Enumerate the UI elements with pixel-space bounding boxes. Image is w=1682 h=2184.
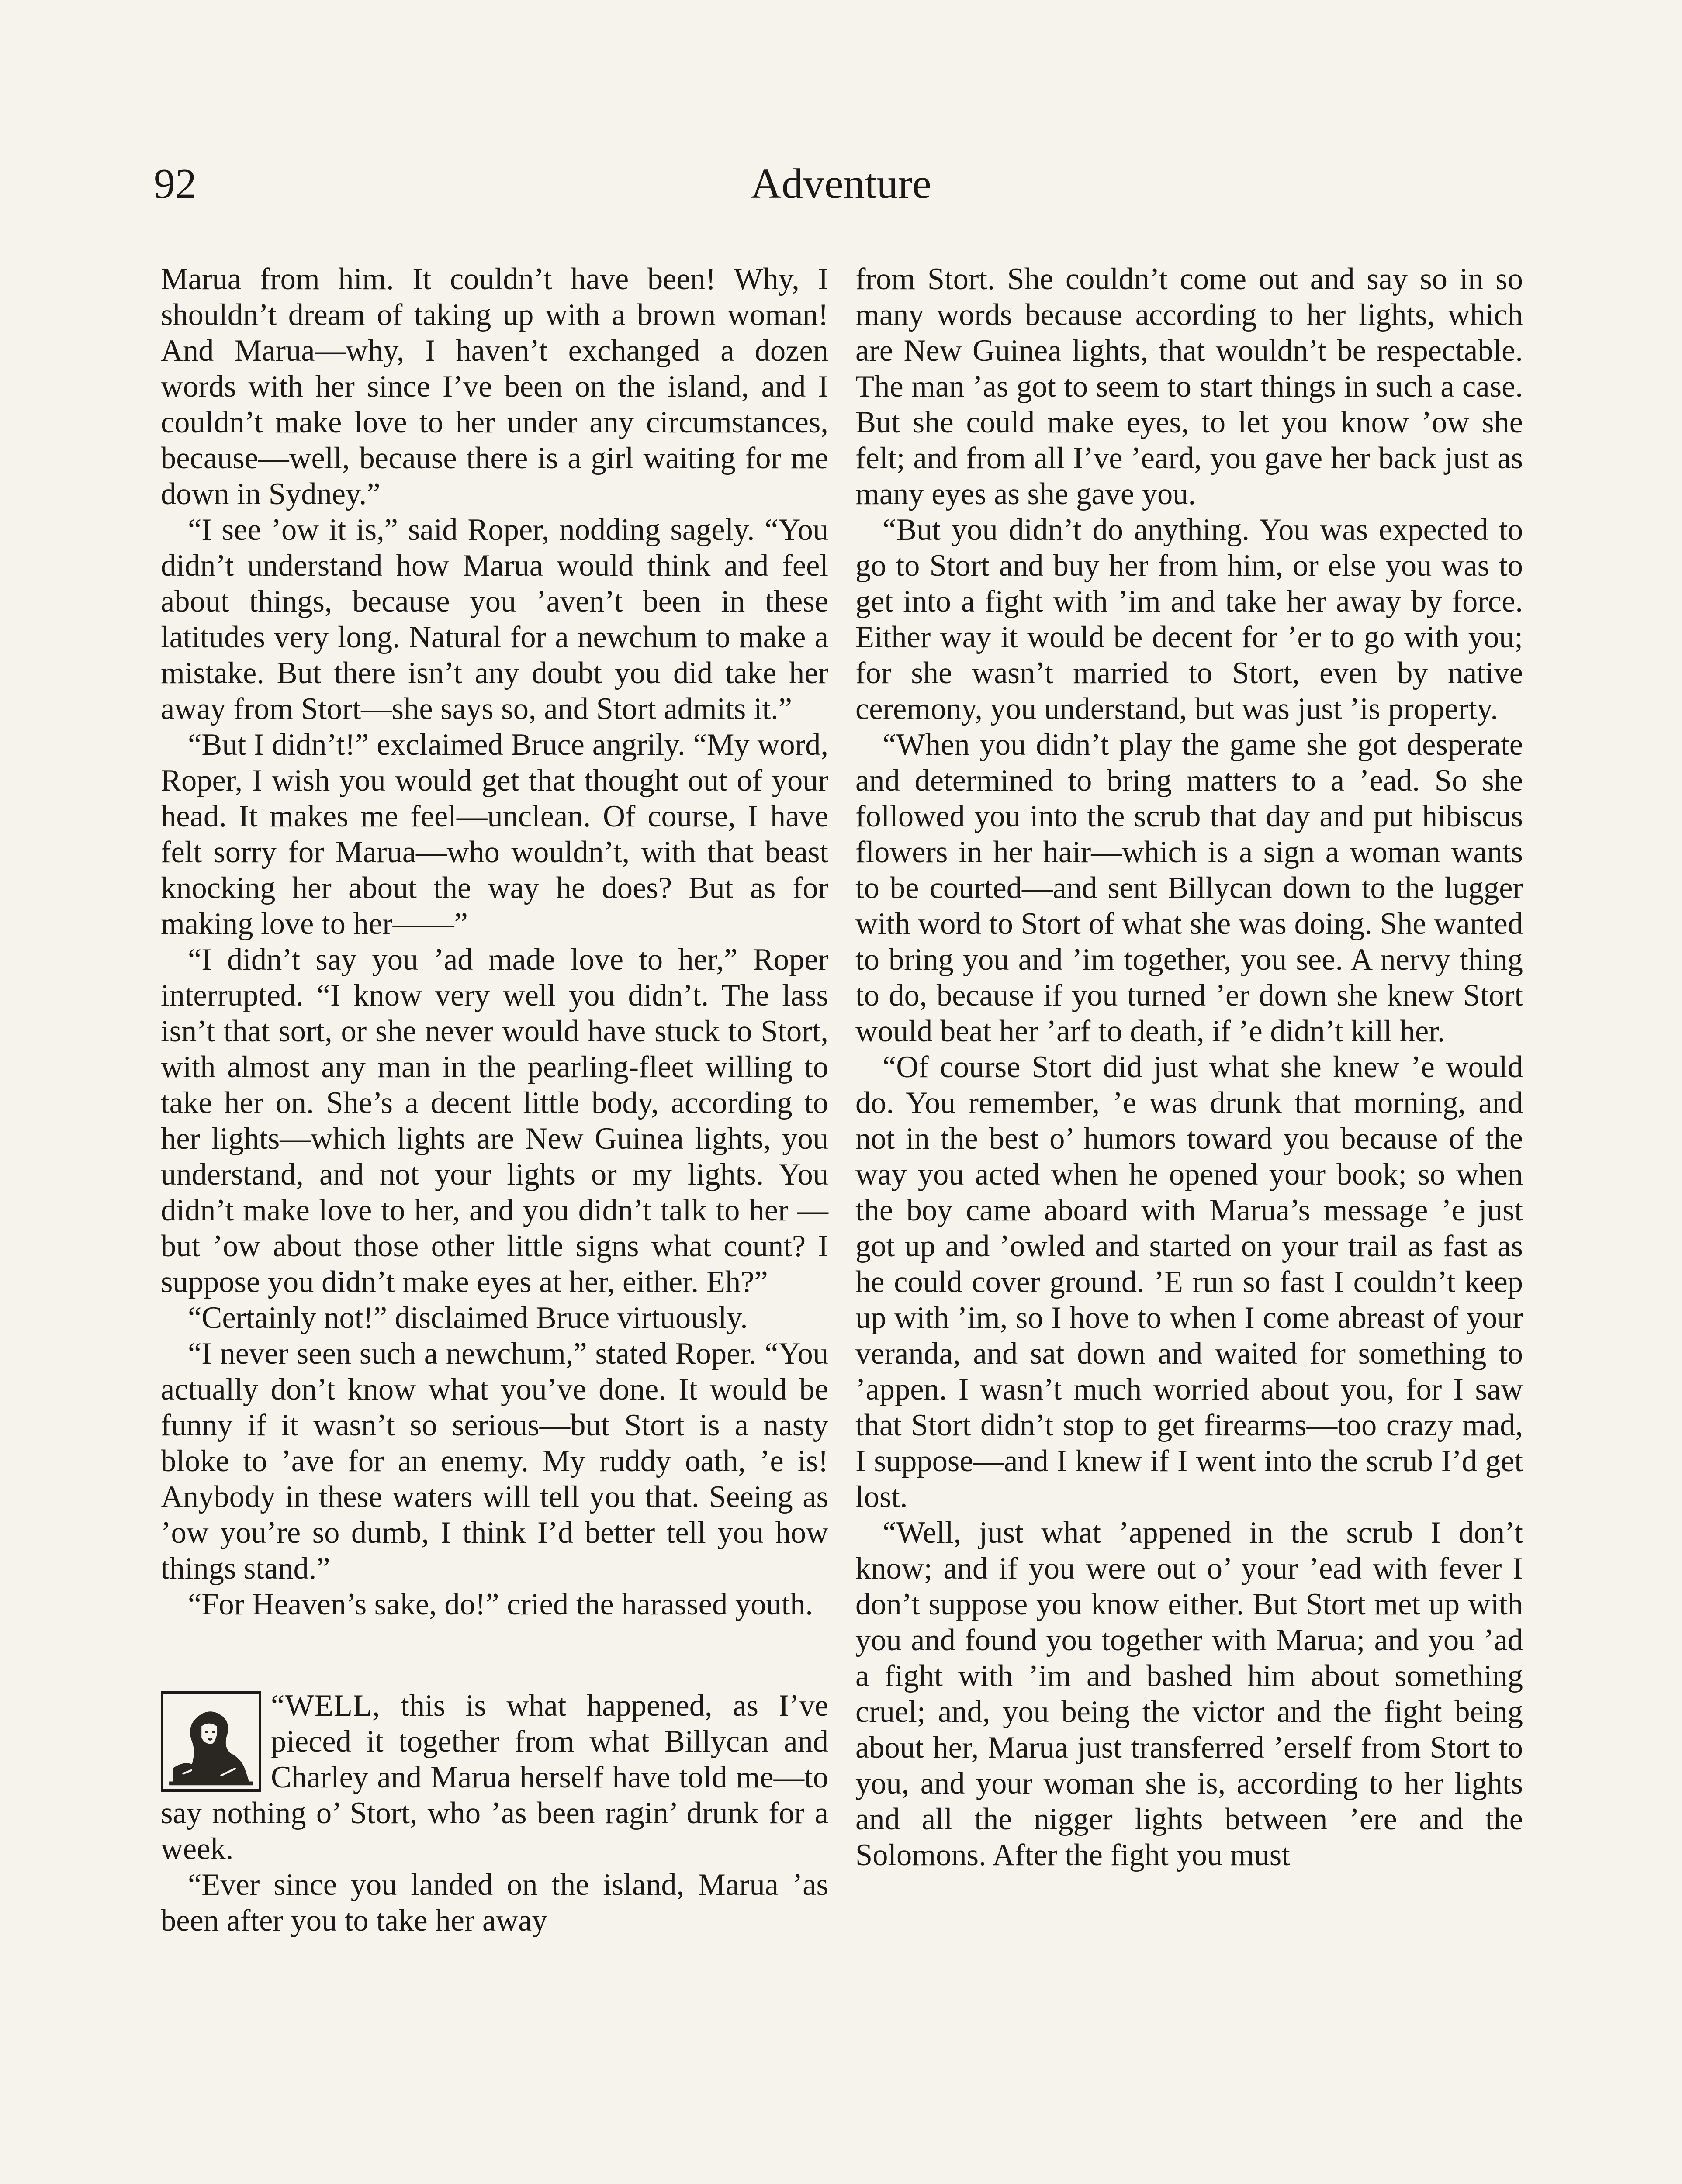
section-break — [161, 1622, 828, 1688]
left-column — [161, 261, 828, 1939]
paragraph: from Stort. She couldn’t come out and say so in so many words because according to her lights, which are New Guinea lights, that wouldn’t be respectable. The man ’as got to seem to start things in such a case. But she could make eyes, to let you know ’ow she felt; and from all I’ve ’eard, you gave her back just as many eyes as she gave you. — [855, 262, 1523, 511]
right-column — [855, 261, 1523, 1873]
paragraph: “For Heaven’s sake, do!” cried the harassed youth. — [188, 1587, 813, 1621]
paragraph: “I never seen such a newchum,” stated Roper. “You actually don’t know what you’ve done. It would be funny if it wasn’t so serious—but Stort is a nasty bloke to ’ave for an enemy. My ruddy oath, ’e is! Anybody in these waters will tell you that. Seeing as ’ow you’re so dumb, I think I’d better tell you how things stand.” — [161, 1337, 828, 1586]
dropcap-text: this is what happened, as I’ve pieced it together from what Billycan and Charley and Marua herself have told me—to say nothing o’ Stort, who ’as been ragin’ drunk for a week. — [161, 1689, 828, 1866]
paragraph: “When you didn’t play the game she got desperate and determined to bring matters to a ’ead. So she followed you into the scrub that day and put hibiscus flowers in her hair—which is a sign a woman wants to be courted—and sent Billycan down to the lugger with word to Stort of what she was doing. She wanted to bring you and ’im together, you see. A nervy thing to do, because if you turned ’er down she knew Stort would beat her ’arf to death, if ’e didn’t kill her. — [855, 728, 1523, 1048]
paragraph: “Well, just what ’appened in the scrub I don’t know; and if you were out o’ your ’ead with fever I don’t suppose you know either. But Stort met up with you and found you together with Marua; and you ’ad a fight with ’im and bashed him about something cruel; and, you being the victor and the fight being about her, Marua just transferred ’erself from Stort to you, and your woman she is, according to her lights and all the nigger lights between ’ere and the Solomons. After the fight you must — [855, 1516, 1523, 1872]
dropcap-paragraph — [161, 1688, 828, 1867]
dropcap-lead: “WELL, — [271, 1689, 381, 1723]
paragraph: “Ever since you landed on the island, Marua ’as been after you to take her away — [161, 1868, 828, 1938]
paragraph: “I didn’t say you ’ad made love to her,” Roper interrupted. “I know very well you didn’t. The lass isn’t that sort, or she never would have stuck to Stort, with almost any man in the pearling-fleet willing to take her on. She’s a decent little body, according to her lights—which lights are New Guinea lights, you understand, and not your lights or my lights. You didn’t make love to her, and you didn’t talk to her —but ’ow about those other little signs what count? I suppose you didn’t make eyes at her, either. Eh?” — [161, 943, 828, 1299]
page-number: 92 — [154, 160, 197, 207]
paragraph: “Of course Stort did just what she knew ’e would do. You remember, ’e was drunk that morning, and not in the best o’ humors toward you because of the way you acted when he opened your book; so when the boy came aboard with Marua’s message ’e just got up and ’owled and started on your trail as fast as he could cover ground. ’E run so fast I couldn’t keep up with ’im, so I hove to when I come abreast of your veranda, and sat down and waited for something to ’appen. I wasn’t much worried about you, for I saw that Stort didn’t stop to get firearms—too crazy mad, I suppose—and I knew if I went into the scrub I’d get lost. — [855, 1050, 1523, 1514]
paragraph: “But I didn’t!” exclaimed Bruce angrily. “My word, Roper, I wish you would get that thought out of your head. It makes me feel—unclean. Of course, I have felt sorry for Marua—who wouldn’t, with that beast knocking her about the way he does? But as for making love to her——” — [161, 728, 828, 941]
portrait-vignette-icon — [161, 1691, 261, 1792]
paragraph: Marua from him. It couldn’t have been! Why, I shouldn’t dream of taking up with a brown woman! And Marua—why, I haven’t exchanged a dozen words with her since I’ve been on the island, and I couldn’t make love to her under any circumstances, because—well, because there is a girl waiting for me down in Sydney.” — [161, 262, 828, 511]
paragraph: “Certainly not!” disclaimed Bruce virtuously. — [188, 1301, 748, 1335]
paragraph: “But you didn’t do anything. You was expected to go to Stort and buy her from him, or else you was to get into a fight with ’im and take her away by force. Either way it would be decent for ’er to go with you; for she wasn’t married to Stort, even by native ceremony, you understand, but was just ’is property. — [855, 513, 1523, 726]
paragraph: “I see ’ow it is,” said Roper, nodding sagely. “You didn’t understand how Marua would think and feel about things, because you ’aven’t been in these latitudes very long. Natural for a newchum to make a mistake. But there isn’t any doubt you did take her away from Stort—she says so, and Stort admits it.” — [161, 513, 828, 726]
running-head: Adventure — [751, 160, 931, 207]
